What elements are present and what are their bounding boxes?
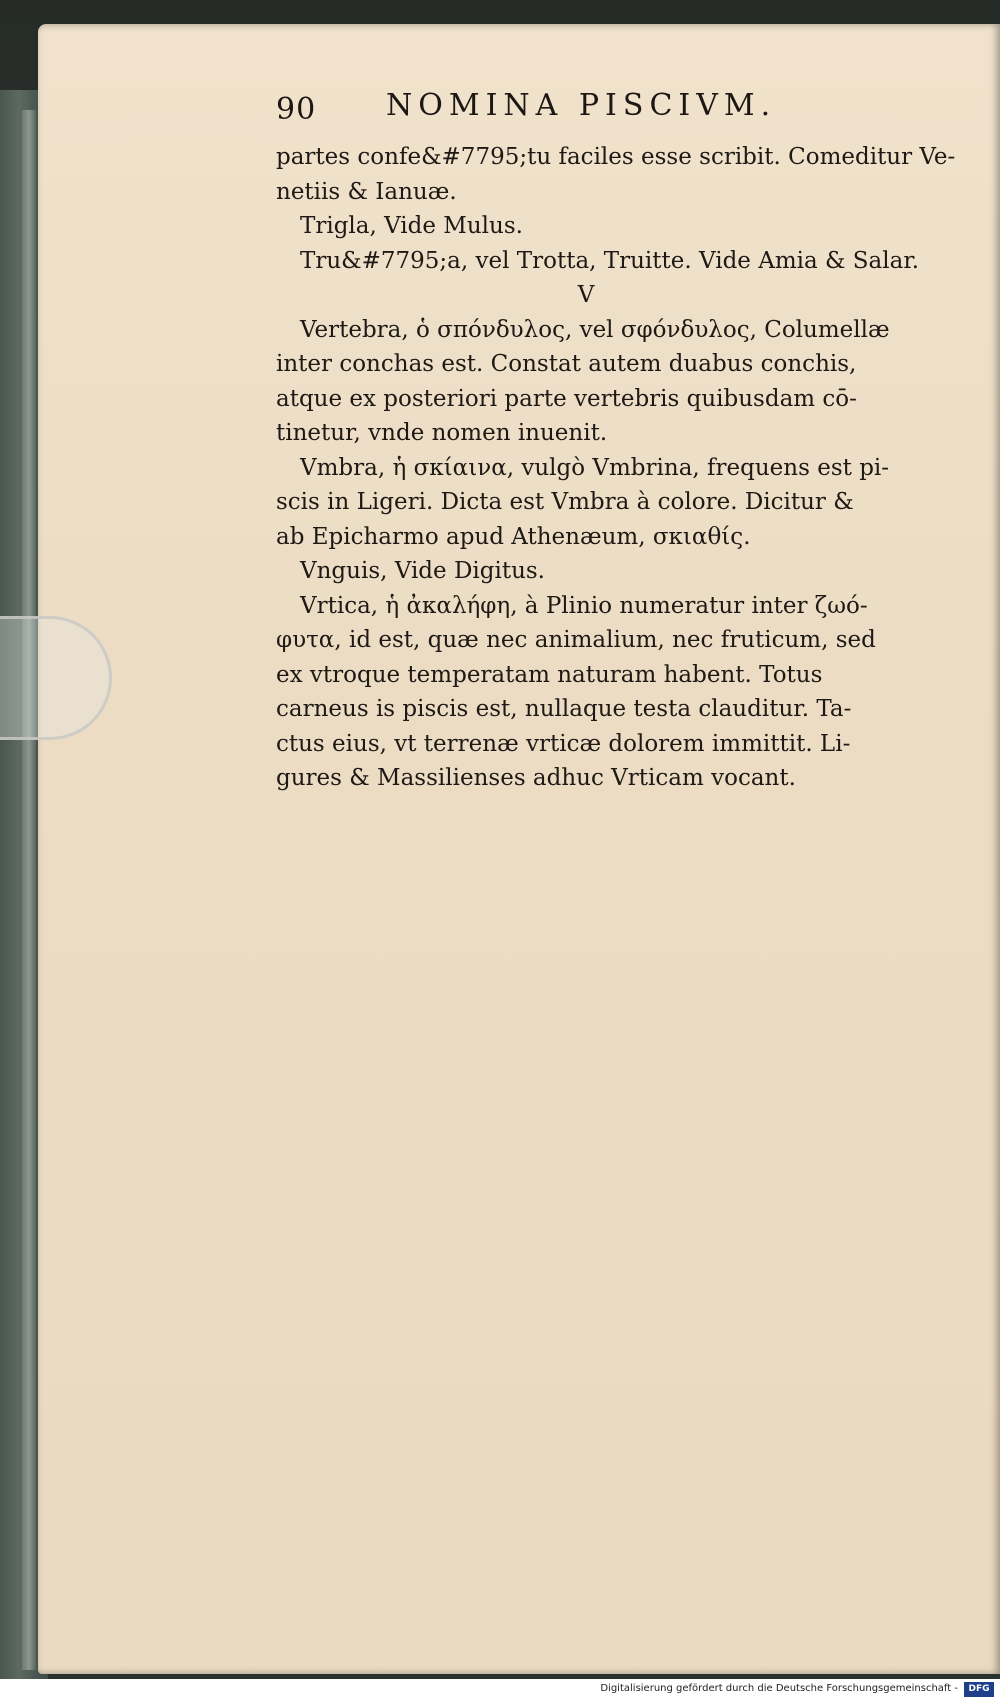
footer-credit: Digitalisierung gefördert durch die Deutsche Forschungsgemeinschaft - (600, 1683, 958, 1694)
book-page-edges (22, 110, 36, 1670)
running-title: NOMINA PISCIVM. (386, 88, 777, 123)
entry-vrtica: Vrtica, ἡ ἀκαλήφη, à Plinio numeratur inter ζωό- (300, 592, 868, 619)
text-line: partes confe&#7795;tu faciles esse scribit. Comeditur Ve- (276, 144, 956, 170)
text-line: netiis & Ianuæ. (276, 178, 457, 205)
text-line: scis in Ligeri. Dicta est Vmbra à colore. Dicitur & (276, 489, 854, 515)
text-line: φυτα, id est, quæ nec animalium, nec fruticum, sed (276, 627, 876, 653)
page-number: 90 (276, 92, 317, 127)
section-letter: V (577, 282, 595, 308)
text-line: inter conchas est. Constat autem duabus conchis, (276, 351, 857, 377)
text-line: ctus eius, vt terrenæ vrticæ dolorem immittit. Li- (276, 730, 851, 757)
text-line: ex vtroque temperatam naturam habent. Totus (276, 661, 823, 688)
text-line: tinetur, vnde nomen inuenit. (276, 420, 608, 446)
entry-trigla: Trigla, Vide Mulus. (300, 213, 523, 239)
dfg-logo: DFG (964, 1682, 994, 1697)
text-line: ab Epicharmo apud Athenæum, σκιαθίς. (276, 523, 751, 550)
entry-vnguis: Vnguis, Vide Digitus. (300, 558, 545, 584)
entry-vertebra: Vertebra, ὁ σπόνδυλος, vel σφόνδυλος, Columellæ (300, 316, 890, 343)
text-line: gures & Massilienses adhuc Vrticam vocant. (276, 765, 796, 791)
page-text (276, 140, 956, 796)
page-header (276, 88, 876, 132)
entry-trutta: Tru&#7795;a, vel Trotta, Truitte. Vide Amia & Salar. (300, 247, 920, 274)
digitization-footer (0, 1679, 1000, 1701)
text-line: atque ex posteriori parte vertebris quibusdam cō- (276, 385, 857, 412)
entry-vmbra: Vmbra, ἡ σκίαινα, vulgò Vmbrina, frequens est pi- (300, 454, 890, 481)
text-line: carneus is piscis est, nullaque testa clauditur. Ta- (276, 696, 852, 722)
